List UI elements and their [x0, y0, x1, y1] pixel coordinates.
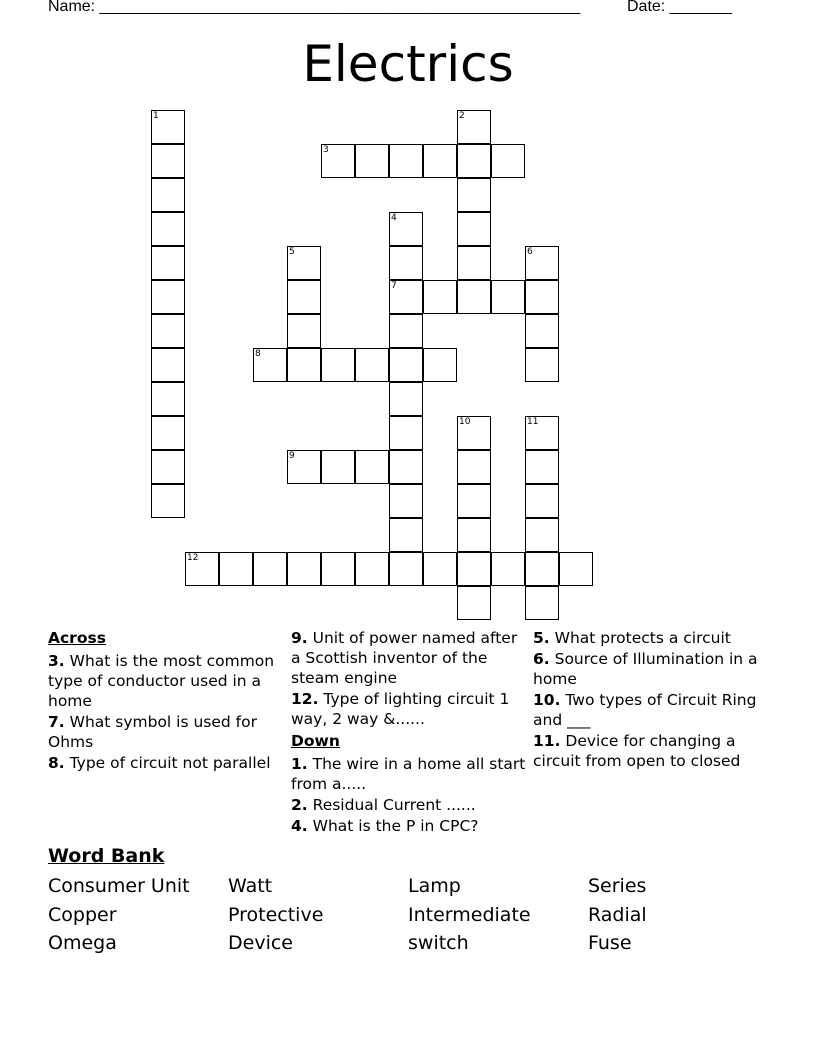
crossword-cell[interactable] [151, 280, 185, 314]
page-title: Electrics [302, 35, 514, 93]
crossword-cell[interactable] [525, 586, 559, 620]
clue [291, 754, 527, 794]
crossword-cell[interactable] [151, 314, 185, 348]
crossword-cell[interactable] [457, 212, 491, 246]
date-field-label: Date: _______ [627, 0, 732, 15]
crossword-cell[interactable] [423, 280, 457, 314]
clue [291, 689, 527, 729]
clue [533, 628, 773, 648]
crossword-cell[interactable] [389, 212, 423, 246]
crossword-cell[interactable] [525, 518, 559, 552]
crossword-cell[interactable] [491, 552, 525, 586]
clue-text: What symbol is used for Ohms [48, 713, 257, 751]
crossword-cell[interactable] [525, 552, 559, 586]
crossword-cell[interactable] [423, 552, 457, 586]
clue [48, 712, 288, 752]
crossword-cell[interactable] [287, 314, 321, 348]
clue-text: What protects a circuit [549, 629, 731, 647]
clue-label: 12. [291, 690, 319, 708]
crossword-cell[interactable] [151, 246, 185, 280]
word-bank-word: Series [588, 875, 647, 897]
crossword-cell[interactable] [457, 246, 491, 280]
crossword-cell[interactable] [525, 314, 559, 348]
clue-text: Device for changing a circuit from open to closed [533, 732, 741, 770]
crossword-cell[interactable] [389, 518, 423, 552]
crossword-cell[interactable] [525, 416, 559, 450]
crossword-cell[interactable] [355, 144, 389, 178]
word-bank-word: Intermediate [408, 904, 531, 926]
crossword-cell[interactable] [151, 382, 185, 416]
clue-number: 6 [527, 247, 533, 257]
crossword-cell[interactable] [389, 280, 423, 314]
clues-column-3 [533, 628, 773, 772]
word-bank-word: Watt [228, 875, 273, 897]
clue-label: 4. [291, 817, 308, 835]
clue-label: 11. [533, 732, 561, 750]
word-bank-word: Protective [228, 904, 324, 926]
crossword-cell[interactable] [287, 348, 321, 382]
crossword-cell[interactable] [151, 484, 185, 518]
clue-text: The wire in a home all start from a..... [291, 755, 526, 793]
crossword-cell[interactable] [525, 484, 559, 518]
across-heading: Across [48, 629, 106, 647]
word-bank-title: Word Bank [48, 845, 165, 867]
crossword-cell[interactable] [525, 450, 559, 484]
crossword-cell[interactable] [185, 552, 219, 586]
crossword-cell[interactable] [287, 246, 321, 280]
crossword-cell[interactable] [151, 450, 185, 484]
crossword-cell[interactable] [253, 552, 287, 586]
clue-number: 8 [255, 349, 261, 359]
clue-text: Two types of Circuit Ring and ___ [533, 691, 757, 729]
word-bank-word: Lamp [408, 875, 461, 897]
crossword-cell[interactable] [151, 178, 185, 212]
clue-text: What is the P in CPC? [307, 817, 479, 835]
crossword-cell[interactable] [219, 552, 253, 586]
clue-label: 6. [533, 650, 550, 668]
crossword-cell[interactable] [355, 348, 389, 382]
crossword-cell[interactable] [355, 450, 389, 484]
clue-label: 2. [291, 796, 308, 814]
clue-text: Source of Illumination in a home [533, 650, 758, 688]
crossword-cell[interactable] [151, 110, 185, 144]
crossword-cell[interactable] [423, 348, 457, 382]
crossword-cell[interactable] [457, 416, 491, 450]
crossword-cell[interactable] [457, 586, 491, 620]
crossword-cell[interactable] [287, 552, 321, 586]
crossword-cell[interactable] [457, 450, 491, 484]
clues-column-1 [48, 628, 288, 774]
clue-number: 11 [527, 417, 539, 427]
crossword-cell[interactable] [321, 450, 355, 484]
crossword-cell[interactable] [321, 348, 355, 382]
crossword-cell[interactable] [525, 348, 559, 382]
word-bank-word: switch [408, 932, 469, 954]
crossword-cell[interactable] [457, 144, 491, 178]
clue [533, 649, 773, 689]
crossword-cell[interactable] [457, 552, 491, 586]
down-heading: Down [291, 732, 340, 750]
crossword-cell[interactable] [321, 552, 355, 586]
name-field-label: Name: ______________________________________________________ [48, 0, 581, 15]
crossword-cell[interactable] [525, 280, 559, 314]
clue-label: 9. [291, 629, 308, 647]
clue [48, 651, 288, 711]
crossword-cell[interactable] [559, 552, 593, 586]
crossword-cell[interactable] [525, 246, 559, 280]
crossword-cell[interactable] [151, 144, 185, 178]
crossword-cell[interactable] [389, 348, 423, 382]
clue [533, 731, 773, 771]
clue-number: 7 [391, 281, 397, 291]
clue-text: Residual Current ...... [307, 796, 476, 814]
crossword-cell[interactable] [457, 178, 491, 212]
crossword-cell[interactable] [355, 552, 389, 586]
word-bank-word: Radial [588, 904, 647, 926]
clue [291, 816, 527, 836]
clue-text: Type of lighting circuit 1 way, 2 way &...... [291, 690, 510, 728]
crossword-cell[interactable] [491, 144, 525, 178]
word-bank-word: Fuse [588, 932, 632, 954]
clue-text: Type of circuit not parallel [64, 754, 271, 772]
clue-number: 9 [289, 451, 295, 461]
clue [48, 753, 288, 773]
crossword-cell[interactable] [151, 212, 185, 246]
crossword-cell[interactable] [389, 246, 423, 280]
crossword-cell[interactable] [389, 382, 423, 416]
word-bank-word: Device [228, 932, 293, 954]
crossword-cell[interactable] [389, 144, 423, 178]
clues-column-2 [291, 628, 527, 837]
crossword-cell[interactable] [151, 416, 185, 450]
clue-text: Unit of power named after a Scottish inventor of the steam engine [291, 629, 518, 687]
crossword-cell[interactable] [457, 484, 491, 518]
crossword-cell[interactable] [389, 450, 423, 484]
clue-number: 5 [289, 247, 295, 257]
clue-label: 3. [48, 652, 65, 670]
crossword-cell[interactable] [457, 518, 491, 552]
crossword-cell[interactable] [389, 552, 423, 586]
crossword-cell[interactable] [491, 280, 525, 314]
clue-number: 3 [323, 145, 329, 155]
clue-number: 12 [187, 553, 199, 563]
clue-number: 2 [459, 111, 465, 121]
clue [533, 690, 773, 730]
clue-text: What is the most common type of conductor used in a home [48, 652, 275, 710]
crossword-cell[interactable] [457, 110, 491, 144]
clue-label: 7. [48, 713, 65, 731]
crossword-cell[interactable] [253, 348, 287, 382]
crossword-cell[interactable] [389, 416, 423, 450]
clue [291, 628, 527, 688]
crossword-cell[interactable] [389, 314, 423, 348]
crossword-cell[interactable] [287, 450, 321, 484]
clue-number: 10 [459, 417, 471, 427]
crossword-cell[interactable] [321, 144, 355, 178]
clue-label: 1. [291, 755, 308, 773]
crossword-cell[interactable] [423, 144, 457, 178]
clue-label: 10. [533, 691, 561, 709]
clue-label: 5. [533, 629, 550, 647]
word-bank-word: Omega [48, 932, 117, 954]
clue-number: 4 [391, 213, 397, 223]
clue-number: 1 [153, 111, 159, 121]
clue-label: 8. [48, 754, 65, 772]
crossword-cell[interactable] [151, 348, 185, 382]
clue [291, 795, 527, 815]
crossword-cell[interactable] [287, 280, 321, 314]
crossword-cell[interactable] [389, 484, 423, 518]
word-bank-word: Copper [48, 904, 117, 926]
crossword-cell[interactable] [457, 280, 491, 314]
word-bank-word: Consumer Unit [48, 875, 190, 897]
